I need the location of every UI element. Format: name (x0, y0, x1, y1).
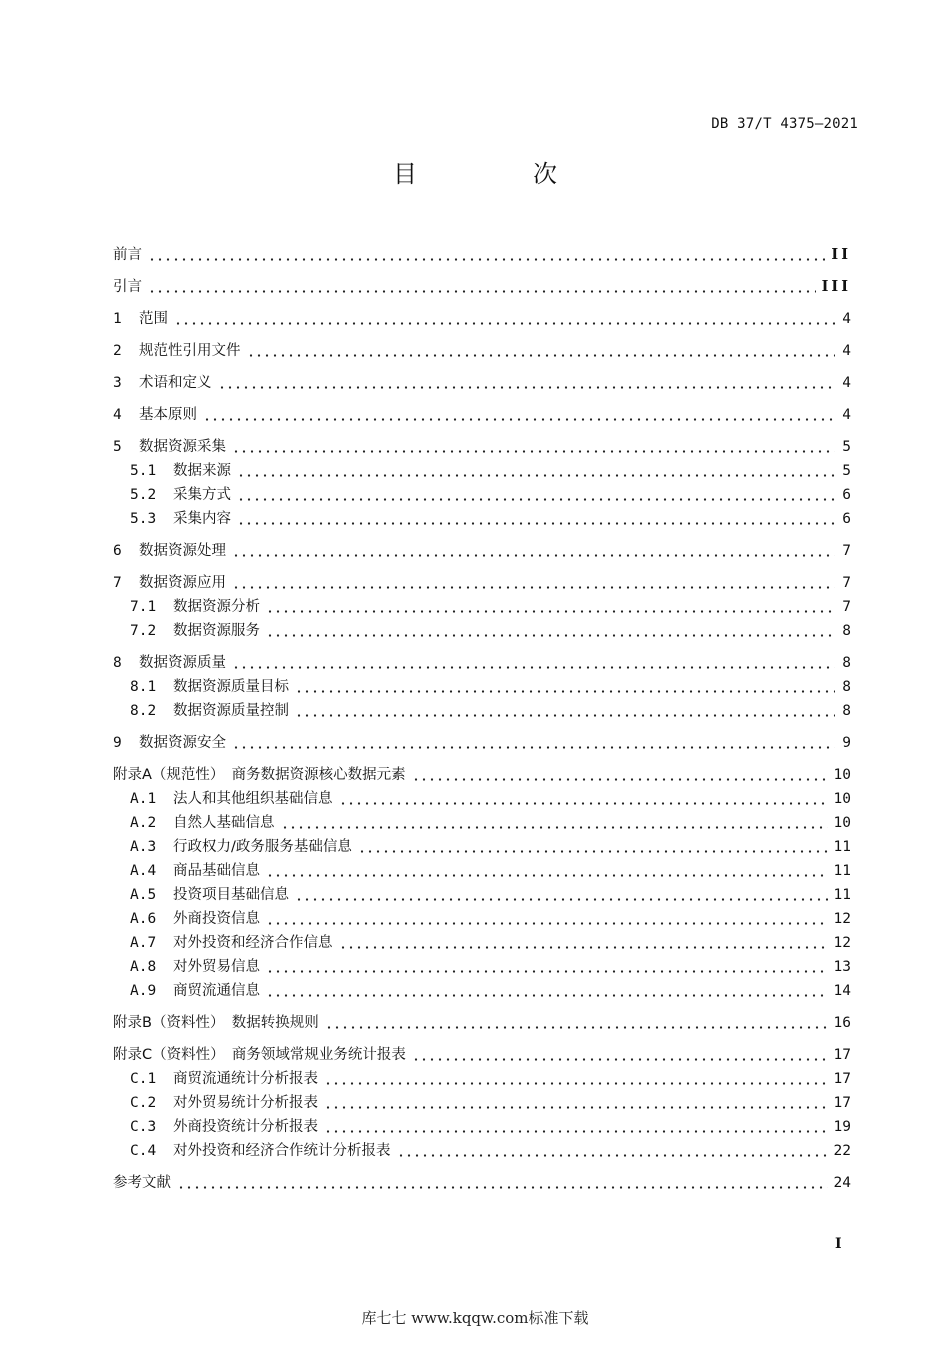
dot-leader (339, 946, 828, 949)
toc-entry-label: 投资项目基础信息 (173, 887, 289, 903)
dot-leader (324, 1130, 828, 1133)
toc-entry[interactable] (113, 728, 851, 752)
toc-entry[interactable] (113, 760, 851, 784)
toc-entry[interactable] (113, 272, 851, 296)
toc-entry-page: 4 (842, 311, 851, 327)
toc-entry-number: 3 (113, 375, 122, 391)
dot-leader (148, 258, 825, 261)
toc-entry[interactable] (113, 880, 851, 904)
toc-entry-number: 5.1 (130, 463, 157, 479)
toc-entry-page: 24 (833, 1175, 851, 1191)
toc-entry-number: A.6 (130, 911, 157, 927)
toc-entry[interactable] (113, 928, 851, 952)
toc-entry[interactable] (113, 952, 851, 976)
toc-entry-label: 商贸流通统计分析报表 (173, 1071, 318, 1087)
toc-entry-label: 对外贸易信息 (173, 959, 260, 975)
dot-leader (266, 994, 828, 997)
toc-entry-page: 14 (833, 983, 851, 999)
toc-entry[interactable] (113, 1112, 851, 1136)
toc-entry-page: 11 (833, 839, 851, 855)
toc-entry-label: 数据资源安全 (139, 735, 226, 751)
dot-leader (325, 1026, 828, 1029)
toc-entry[interactable] (113, 304, 851, 328)
toc-entry-label: 术语和定义 (139, 375, 212, 391)
toc-entry-label: 商品基础信息 (173, 863, 260, 879)
toc-entry-label: 数据来源 (173, 463, 231, 479)
toc-entry-page: 10 (833, 815, 851, 831)
toc-entry-number: A.5 (130, 887, 157, 903)
dot-leader (232, 666, 835, 669)
toc-entry-number: C.4 (130, 1143, 157, 1159)
toc-entry-label: 附录C（资料性） 商务领域常规业务统计报表 (113, 1047, 406, 1063)
toc-entry-label: 参考文献 (113, 1175, 171, 1191)
toc-entry-label: 数据资源处理 (139, 543, 226, 559)
dot-leader (266, 874, 828, 877)
toc-entry-page: 11 (833, 887, 851, 903)
toc-entry-page: 10 (833, 767, 851, 783)
toc-entry-label: 对外贸易统计分析报表 (173, 1095, 318, 1111)
toc-entry[interactable] (113, 1040, 851, 1064)
dot-leader (232, 554, 835, 557)
toc-entry-label: 附录A（规范性） 商务数据资源核心数据元素 (113, 767, 406, 783)
toc-entry-page: 6 (842, 487, 851, 503)
dot-leader (339, 802, 828, 805)
toc-entry-number: C.2 (130, 1095, 157, 1111)
toc-entry-number: 7 (113, 575, 122, 591)
toc-entry-label: 数据资源分析 (173, 599, 260, 615)
toc-entry-label: 数据资源应用 (139, 575, 226, 591)
toc-entry-label: 数据资源质量目标 (173, 679, 289, 695)
toc-entry-label: 数据资源质量控制 (173, 703, 289, 719)
dot-leader (218, 386, 836, 389)
toc-entry-number: 2 (113, 343, 122, 359)
dot-leader (324, 1106, 828, 1109)
toc-entry-label: 采集方式 (173, 487, 231, 503)
toc-entry-page: 12 (833, 935, 851, 951)
toc-entry-label: 附录B（资料性） 数据转换规则 (113, 1015, 319, 1031)
toc-entry-number: 9 (113, 735, 122, 751)
toc-entry-label: 对外投资和经济合作统计分析报表 (173, 1143, 391, 1159)
toc-entry-label: 商贸流通信息 (173, 983, 260, 999)
toc-entry-page: 5 (842, 439, 851, 455)
toc-entry-page: 17 (833, 1071, 851, 1087)
toc-entry[interactable] (113, 1168, 851, 1192)
toc-entry[interactable] (113, 504, 851, 528)
toc-entry-page: 7 (842, 599, 851, 615)
dot-leader (266, 970, 828, 973)
toc-entry-page: 12 (833, 911, 851, 927)
toc-entry-page: 19 (833, 1119, 851, 1135)
toc-entry-page: 22 (833, 1143, 851, 1159)
toc-entry-page: 6 (842, 511, 851, 527)
toc-entry-label: 数据资源质量 (139, 655, 226, 671)
dot-leader (266, 634, 835, 637)
toc-entry-number: A.7 (130, 935, 157, 951)
toc-entry[interactable] (113, 976, 851, 1000)
toc-entry-number: 4 (113, 407, 122, 423)
toc-entry[interactable] (113, 456, 851, 480)
toc-entry[interactable] (113, 240, 851, 264)
toc-entry-label: 行政权力/政务服务基础信息 (173, 839, 352, 855)
toc-entry-number: 7.2 (130, 623, 157, 639)
toc-entry-page: 4 (842, 375, 851, 391)
toc-entry[interactable] (113, 784, 851, 808)
toc-entry-page: 8 (842, 703, 851, 719)
toc-entry-number: 5.2 (130, 487, 157, 503)
toc-entry-number: 5.3 (130, 511, 157, 527)
toc-entry-page: 16 (833, 1015, 851, 1031)
toc-entry-page: 8 (842, 623, 851, 639)
toc-entry-number: 8.1 (130, 679, 157, 695)
dot-leader (295, 714, 835, 717)
toc-entry-page: 7 (842, 543, 851, 559)
dot-leader (203, 418, 835, 421)
toc-entry-number: 8.2 (130, 703, 157, 719)
toc-entry[interactable] (113, 368, 851, 392)
toc-entry-number: A.4 (130, 863, 157, 879)
toc-entry[interactable] (113, 568, 851, 592)
toc-entry-label: 基本原则 (139, 407, 197, 423)
toc-entry-number: C.3 (130, 1119, 157, 1135)
toc-entry-label: 采集内容 (173, 511, 231, 527)
toc-entry-page: 9 (842, 735, 851, 751)
dot-leader (412, 1058, 828, 1061)
toc-entry[interactable] (113, 336, 851, 360)
toc-entry-label: 自然人基础信息 (173, 815, 275, 831)
dot-leader (295, 898, 828, 901)
toc-entry[interactable] (113, 592, 851, 616)
dot-leader (295, 690, 835, 693)
dot-leader (412, 778, 828, 781)
toc-entry-page: 13 (833, 959, 851, 975)
toc-entry-number: A.9 (130, 983, 157, 999)
toc-entry-page: 11 (833, 863, 851, 879)
toc-entry-label: 外商投资统计分析报表 (173, 1119, 318, 1135)
toc-entry-page: 10 (833, 791, 851, 807)
toc-entry[interactable] (113, 536, 851, 560)
toc-entry[interactable] (113, 904, 851, 928)
toc-entry[interactable] (113, 672, 851, 696)
toc-entry-number: A.3 (130, 839, 157, 855)
toc-entry[interactable] (113, 1136, 851, 1160)
dot-leader (358, 850, 828, 853)
toc-entry-number: A.2 (130, 815, 157, 831)
toc-entry[interactable] (113, 696, 851, 720)
toc-entry-label: 引言 (113, 279, 142, 295)
toc-entry-page: 4 (842, 407, 851, 423)
toc-entry-label: 规范性引用文件 (139, 343, 241, 359)
dot-leader (397, 1154, 828, 1157)
watermark-text: 库七七 www.kqqw.com标准下载 (361, 1309, 589, 1327)
dot-leader (232, 586, 835, 589)
toc-entry[interactable] (113, 1064, 851, 1088)
toc-entry-page: 5 (842, 463, 851, 479)
dot-leader (247, 354, 836, 357)
toc-entry-page: 8 (842, 655, 851, 671)
toc-entry[interactable] (113, 1008, 851, 1032)
dot-leader (232, 450, 835, 453)
page-number: I (835, 1236, 842, 1252)
toc-entry-page: III (821, 278, 851, 295)
dot-leader (324, 1082, 828, 1085)
toc-entry[interactable] (113, 480, 851, 504)
toc-entry[interactable] (113, 832, 851, 856)
toc-entry-label: 外商投资信息 (173, 911, 260, 927)
dot-leader (237, 522, 835, 525)
page-title: 目 次 (393, 160, 603, 188)
toc-entry-number: 5 (113, 439, 122, 455)
toc-entry[interactable] (113, 856, 851, 880)
toc-entry-page: 17 (833, 1047, 851, 1063)
toc-entry[interactable] (113, 432, 851, 456)
toc-entry-number: 6 (113, 543, 122, 559)
toc-entry-page: II (831, 246, 851, 263)
toc-entry[interactable] (113, 616, 851, 640)
toc-entry-label: 范围 (139, 311, 168, 327)
toc-entry-number: C.1 (130, 1071, 157, 1087)
toc-entry-label: 数据资源服务 (173, 623, 260, 639)
toc-entry-page: 17 (833, 1095, 851, 1111)
toc-entry-number: 8 (113, 655, 122, 671)
toc-entry-label: 对外投资和经济合作信息 (173, 935, 333, 951)
table-of-contents (113, 240, 851, 1192)
toc-entry-label: 法人和其他组织基础信息 (173, 791, 333, 807)
toc-entry-page: 8 (842, 679, 851, 695)
dot-leader (148, 290, 816, 293)
toc-entry-page: 4 (842, 343, 851, 359)
toc-entry[interactable] (113, 400, 851, 424)
toc-entry-label: 前言 (113, 247, 142, 263)
dot-leader (281, 826, 828, 829)
toc-entry-page: 7 (842, 575, 851, 591)
dot-leader (266, 610, 835, 613)
toc-entry[interactable] (113, 808, 851, 832)
dot-leader (232, 746, 835, 749)
toc-entry-number: 7.1 (130, 599, 157, 615)
dot-leader (237, 474, 835, 477)
toc-entry-number: A.1 (130, 791, 157, 807)
dot-leader (177, 1186, 828, 1189)
toc-entry-label: 数据资源采集 (139, 439, 226, 455)
dot-leader (237, 498, 835, 501)
standard-number: DB 37/T 4375—2021 (711, 116, 858, 132)
dot-leader (266, 922, 828, 925)
toc-entry-number: 1 (113, 311, 122, 327)
toc-entry[interactable] (113, 648, 851, 672)
dot-leader (174, 322, 835, 325)
toc-entry-number: A.8 (130, 959, 157, 975)
toc-entry[interactable] (113, 1088, 851, 1112)
